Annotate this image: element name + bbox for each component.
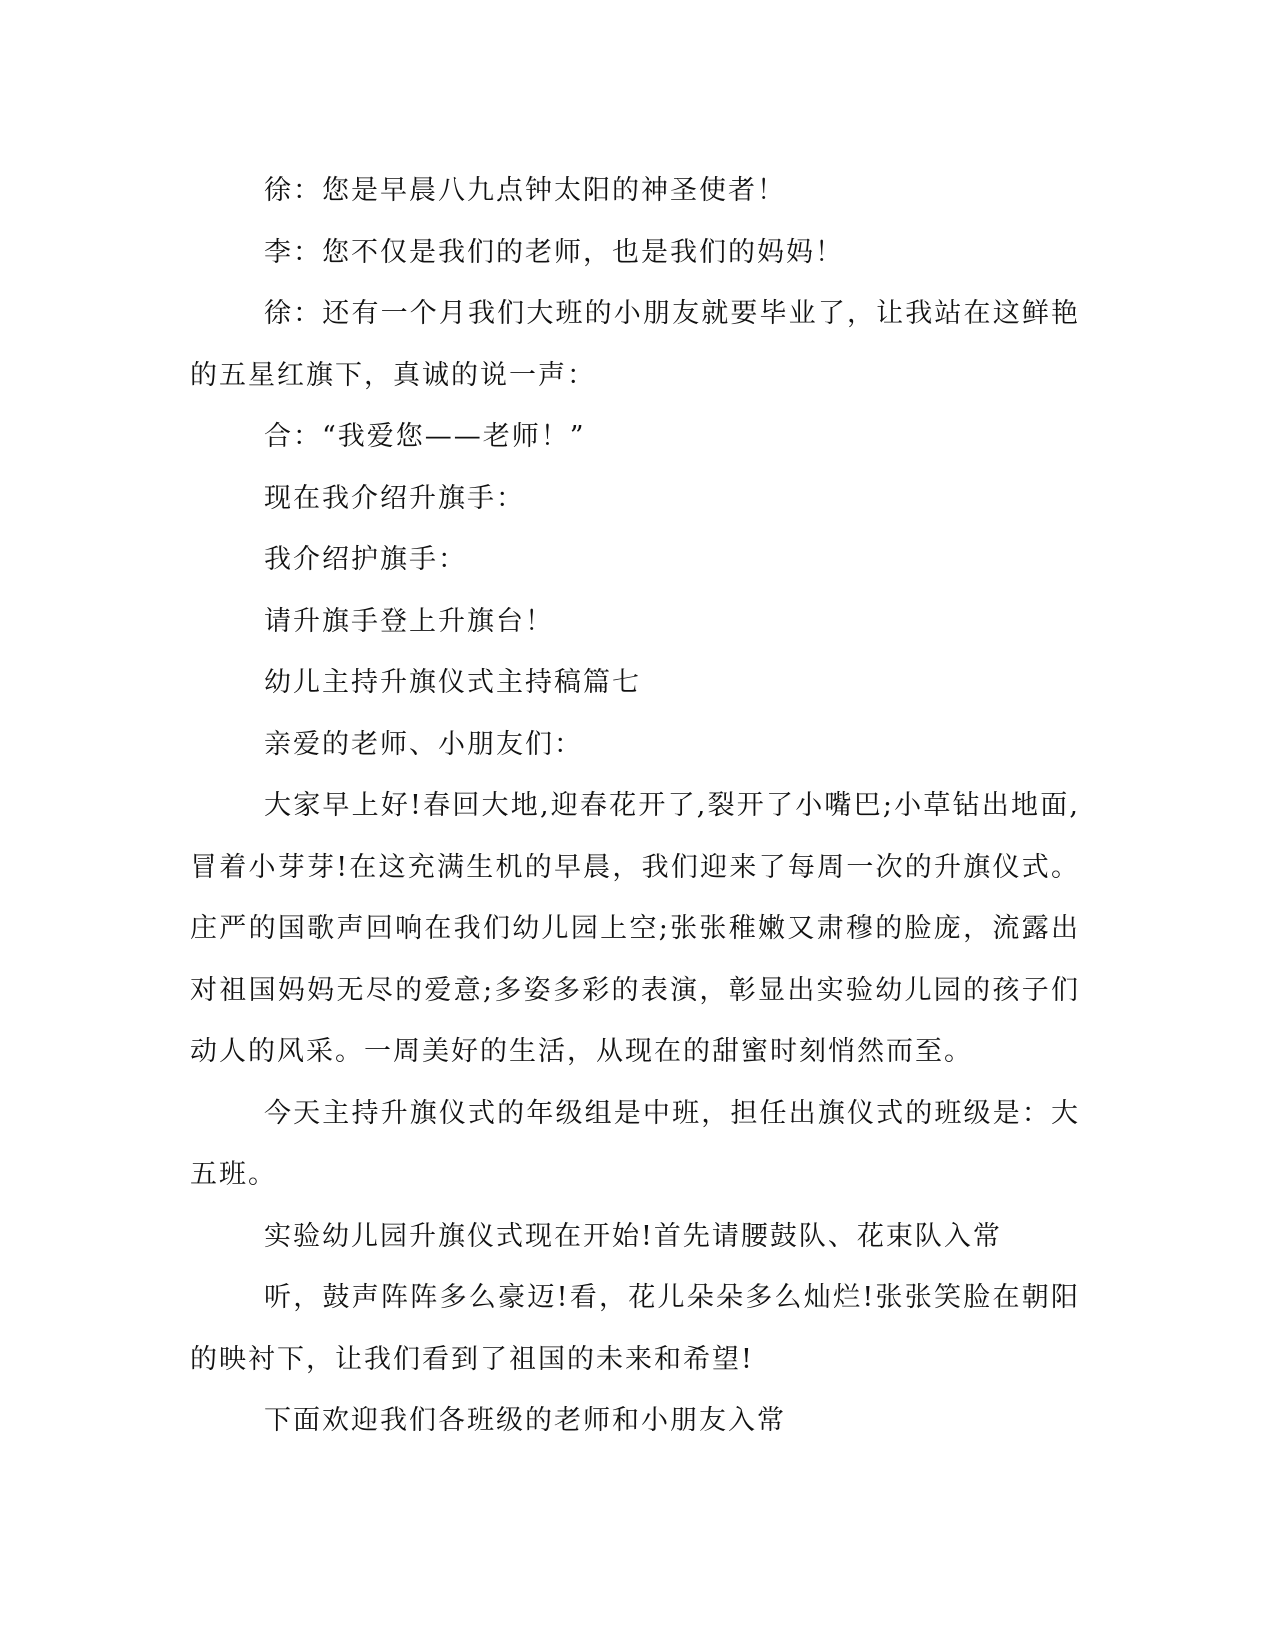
paragraph: 听，鼓声阵阵多么豪迈!看，花儿朵朵多么灿烂!张张笑脸在朝阳的映衬下，让我们看到了祖国的未来和希望! — [190, 1282, 1080, 1375]
paragraph: 实验幼儿园升旗仪式现在开始!首先请腰鼓队、花束队入常 — [264, 1220, 1002, 1252]
paragraph: 现在我介绍升旗手： — [264, 482, 525, 514]
paragraph: 李：您不仅是我们的老师，也是我们的妈妈！ — [264, 236, 844, 268]
paragraph: 今天主持升旗仪式的年级组是中班，担任出旗仪式的班级是：大五班。 — [190, 1097, 1080, 1190]
paragraph: 我介绍护旗手： — [264, 544, 467, 575]
paragraph: 合：“我爱您——老师！” — [264, 421, 586, 452]
paragraph: 下面欢迎我们各班级的老师和小朋友入常 — [264, 1405, 786, 1436]
paragraph: 徐：您是早晨八九点钟太阳的神圣使者！ — [264, 175, 786, 206]
paragraph: 徐：还有一个月我们大班的小朋友就要毕业了，让我站在这鲜艳的五星红旗下，真诚的说一声： — [190, 298, 1080, 391]
paragraph: 亲爱的老师、小朋友们： — [264, 728, 583, 760]
document-body — [190, 160, 1080, 1452]
paragraph: 请升旗手登上升旗台！ — [264, 605, 554, 637]
section-heading: 幼儿主持升旗仪式主持稿篇七 — [264, 667, 641, 698]
paragraph: 大家早上好!春回大地,迎春花开了,裂开了小嘴巴;小草钻出地面,冒着小芽芽!在这充满生机的早晨，我们迎来了每周一次的升旗仪式。庄严的国歌声回响在我们幼儿园上空;张张稚嫩又肃穆的脸庞，流露出对祖国妈妈无尽的爱意;多姿多彩的表演，彰显出实验幼儿园的孩子们动人的风采。一周美好的生活，从现在的甜蜜时刻悄然而至。 — [190, 790, 1080, 1067]
